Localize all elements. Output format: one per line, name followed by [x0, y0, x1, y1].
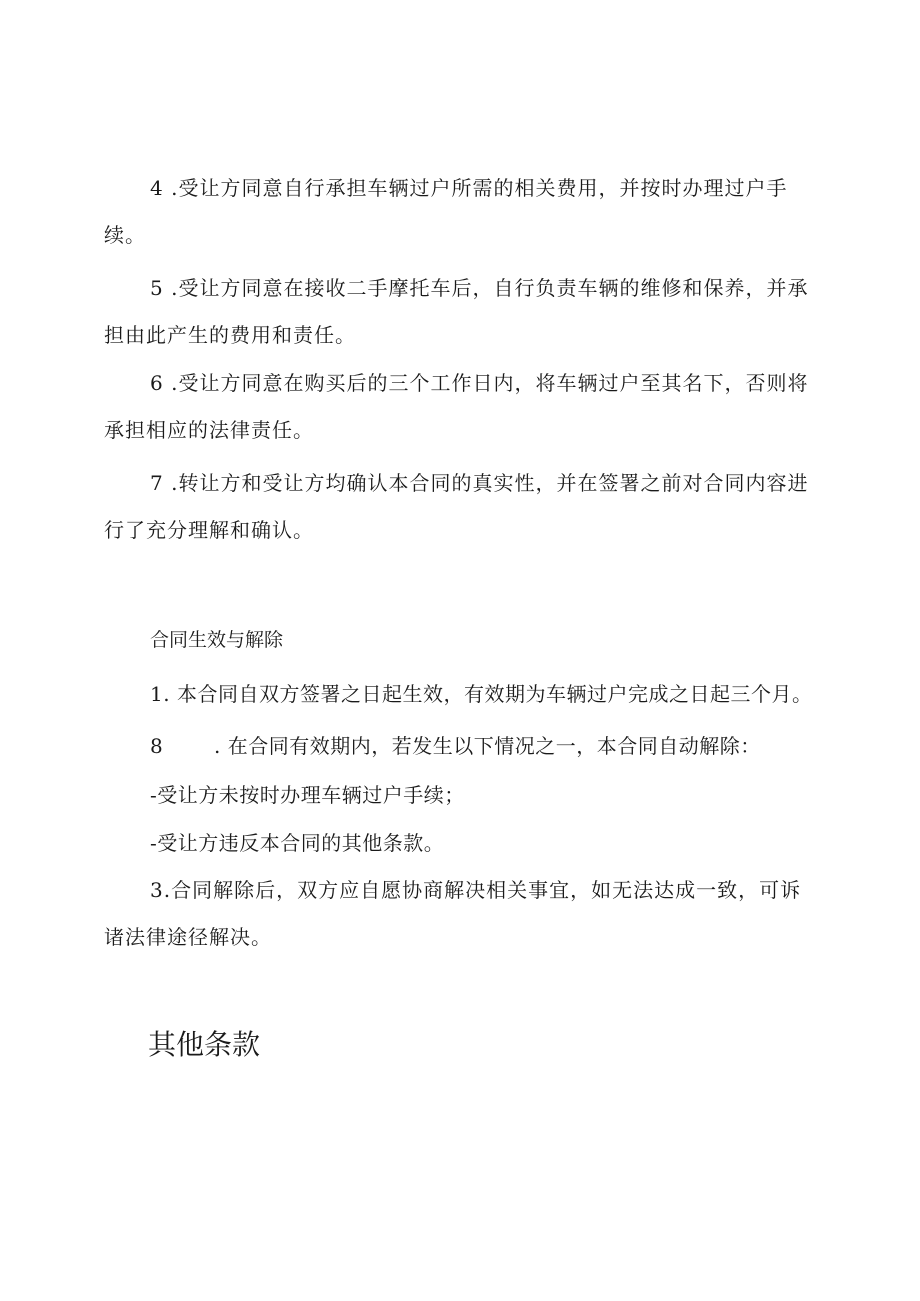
effect-item-2	[150, 732, 761, 760]
clause-6: 6 .受让方同意在购买后的三个工作日内，将车辆过户至其名下，否则将承担相应的法律责任。	[104, 371, 809, 442]
effect-item-1: 1. 本合同自双方签署之日起生效，有效期为车辆过户完成之日起三个月。	[150, 682, 813, 706]
other-terms-heading: 其他条款	[148, 1028, 261, 1061]
clause-5: 5 .受让方同意在接收二手摩托车后，自行负责车辆的维修和保养，并承担由此产生的费用和责任。	[104, 276, 809, 347]
clause-7: 7 .转让方和受让方均确认本合同的真实性，并在签署之前对合同内容进行了充分理解和确认。	[104, 471, 809, 542]
effect-item-2-text: . 在合同有效期内，若发生以下情况之一，本合同自动解除：	[214, 734, 761, 758]
effect-section-title: 合同生效与解除	[150, 629, 284, 651]
clause-4: 4 .受让方同意自行承担车辆过户所需的相关费用，并按时办理过户手续。	[104, 176, 788, 247]
effect-bullet-1: -受让方未按时办理车辆过户手续；	[150, 783, 465, 807]
effect-bullet-2: -受让方违反本合同的其他条款。	[150, 831, 445, 855]
effect-item-3: 3.合同解除后，双方应自愿协商解决相关事宜，如无法达成一致，可诉诸法律途径解决。	[104, 878, 802, 949]
effect-item-2-number: 8	[150, 734, 164, 758]
